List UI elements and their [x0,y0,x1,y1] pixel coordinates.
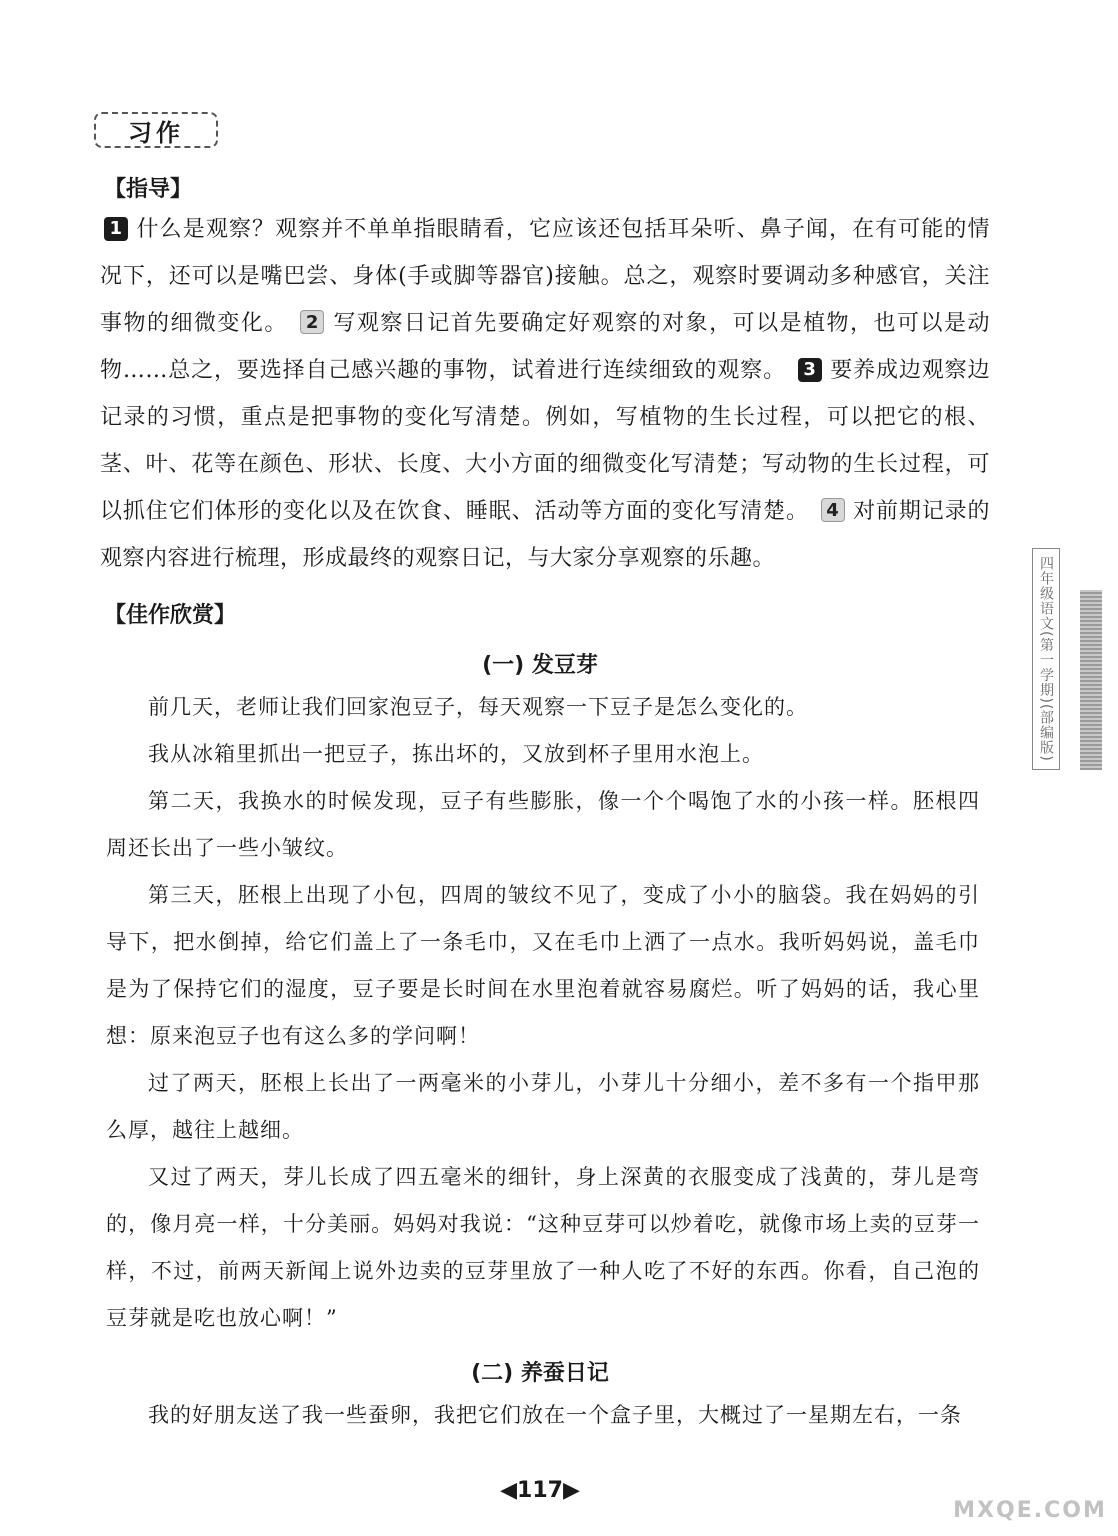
essay-paragraph: 又过了两天，芽儿长成了四五毫米的细针，身上深黄的衣服变成了浅黄的，芽儿是弯的，像月亮一样，十分美丽。妈妈对我说：“这种豆芽可以炒着吃，就像市场上卖的豆芽一样，不过，前两天新闻上说外边卖的豆芽里放了一种人吃了不好的东西。你看，自己泡的豆芽就是吃也放心啊！” [106,1165,980,1330]
side-tab: 四年级语文(第一学期)(部编版) [1032,548,1060,770]
number-badge-1: 1 [104,217,128,241]
essay-paragraph: 第三天，胚根上出现了小包，四周的皱纹不见了，变成了小小的脑袋。我在妈妈的引导下，把水倒掉，给它们盖上了一条毛巾，又在毛巾上洒了一点水。我听妈妈说，盖毛巾是为了保持它们的湿度，豆子要是长时间在水里泡着就容易腐烂。听了妈妈的话，我心里想：原来泡豆子也有这么多的学问啊！ [106,883,980,1048]
guide-label: 【指导】 [104,177,193,202]
essay-body-2 [106,1392,980,1439]
essay-paragraph: 第二天，我换水的时候发现，豆子有些膨胀，像一个个喝饱了水的小孩一样。胚根四周还长出了一些小皱纹。 [106,789,980,860]
essay-paragraph: 过了两天，胚根上长出了一两毫米的小芽儿，小芽儿十分细小，差不多有一个指甲那么厚，越往上越细。 [106,1071,980,1142]
guide-item-4: 对前期记录的观察内容进行梳理，形成最终的观察日记，与大家分享观察的乐趣。 [100,499,990,571]
watermark-text: MXQE.COM [953,1498,1107,1523]
showcase-label: 【佳作欣赏】 [104,603,237,628]
page-number: ◀117▶ [500,1478,580,1503]
guide-text [100,206,990,582]
essay-body-1 [106,684,980,1342]
essay-title-2: (二) 养蚕日记 [471,1361,609,1386]
number-badge-4: 4 [821,498,845,522]
essay-title-1: (一) 发豆芽 [482,653,598,678]
essay-paragraph: 前几天，老师让我们回家泡豆子，每天观察一下豆子是怎么变化的。 [148,695,808,719]
number-badge-3: 3 [798,358,822,382]
section-tag: 习作 [94,112,218,148]
guide-item-2: 写观察日记首先要确定好观察的对象，可以是植物，也可以是动物……总之，要选择自己感兴趣的事物，试着进行连续细致的观察。 [100,311,990,383]
watermark-logo [950,1482,1110,1532]
guide-item-3: 要养成边观察边记录的习惯，重点是把事物的变化写清楚。例如，写植物的生长过程，可以把它的根、茎、叶、花等在颜色、形状、长度、大小方面的细微变化写清楚；写动物的生长过程，可以抓住它们体形的变化以及在饮食、睡眠、活动等方面的变化写清楚。 [100,358,990,524]
guide-item-1: 什么是观察？观察并不单单指眼睛看，它应该还包括耳朵听、鼻子闻，在有可能的情况下，还可以是嘴巴尝、身体(手或脚等器官)接触。总之，观察时要调动多种感官，关注事物的细微变化。 [100,217,990,336]
side-thumb-bar [1080,590,1102,770]
essay-paragraph: 我从冰箱里抓出一把豆子，拣出坏的，又放到杯子里用水泡上。 [148,742,764,766]
essay-paragraph: 我的好朋友送了我一些蚕卵，我把它们放在一个盒子里，大概过了一星期左右，一条 [148,1403,962,1427]
number-badge-2: 2 [300,310,324,334]
